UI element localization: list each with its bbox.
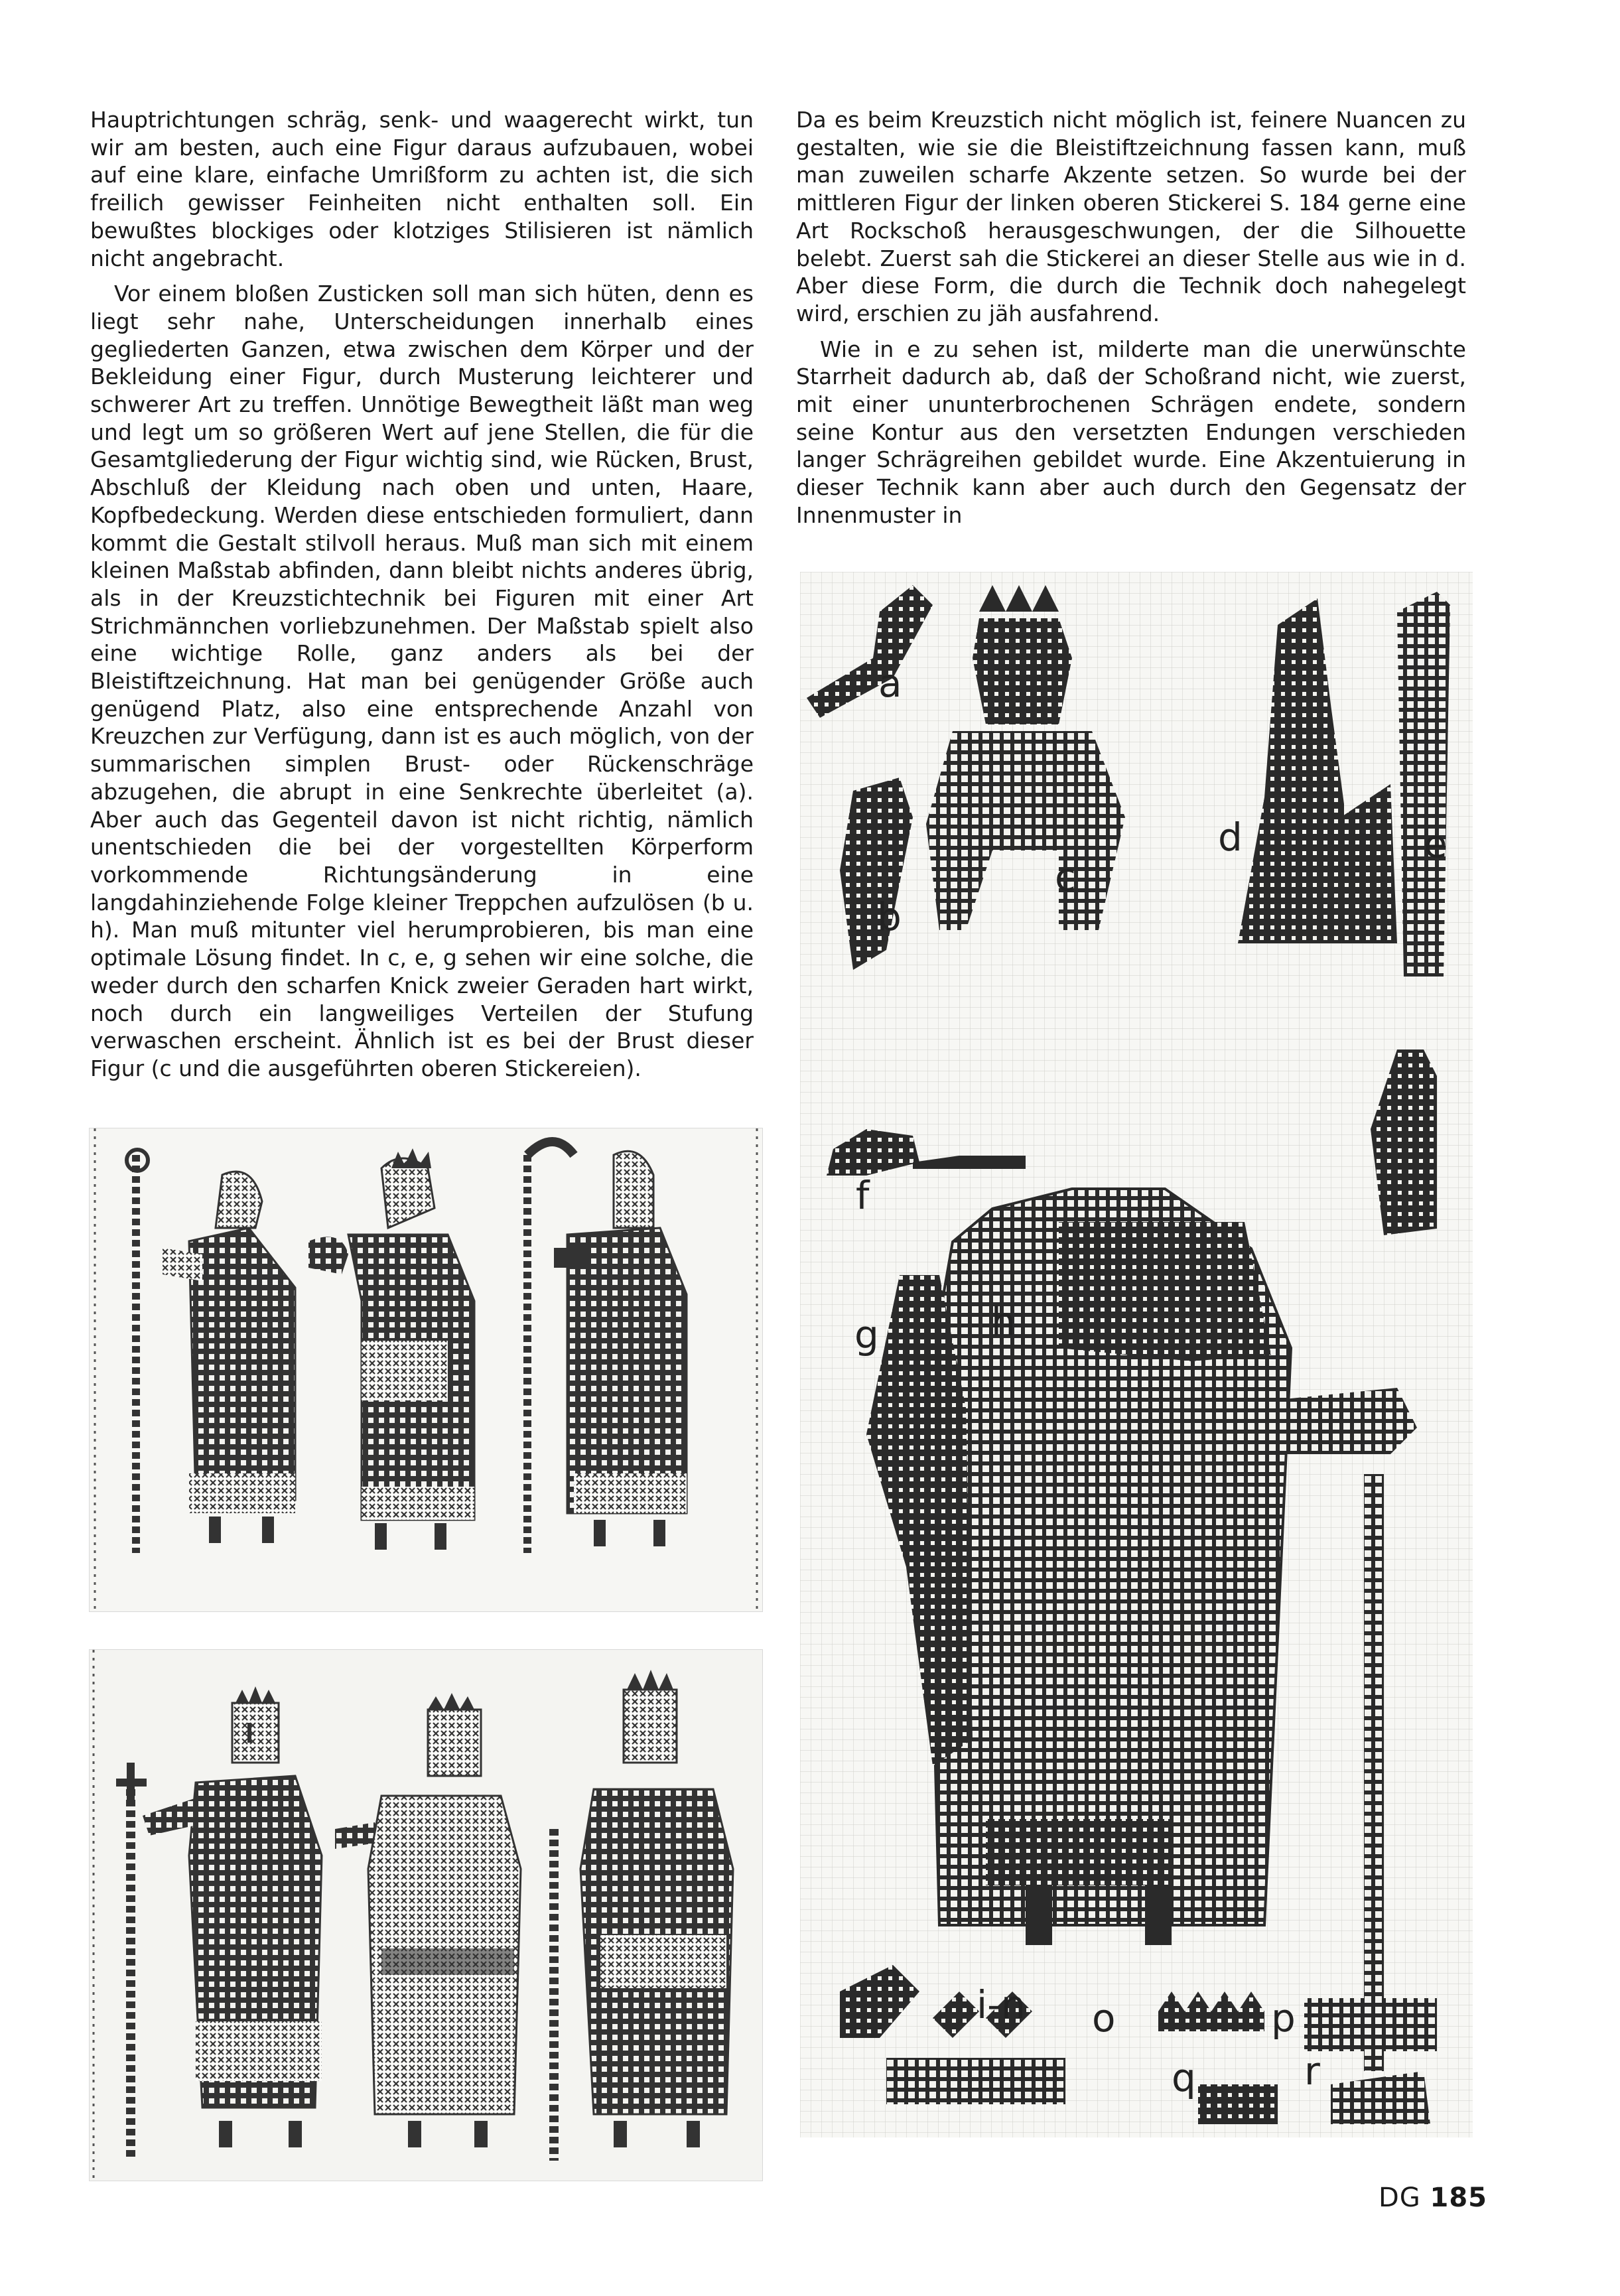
page-footer xyxy=(1379,2183,1487,2213)
chart-label-g: g xyxy=(854,1312,879,1357)
chart-label-q: q xyxy=(1172,2055,1196,2100)
paragraph: Hauptrichtungen schräg, senk- und waagerecht wirkt, tun wir am besten, auch eine Figur daraus aufzubauen, wobei auf eine klare, einfache Umrißform zu achten ist, die sich freilich gewisser Feinheiten nicht enthalten soll. Ein bewußtes blockiges oder klotziges Stilisieren ist nämlich nicht angebracht. xyxy=(90,107,754,271)
embroidery-photo-top xyxy=(89,1128,763,1612)
chart-label-c: c xyxy=(1055,854,1076,900)
embroidery-figures-top-image xyxy=(90,1128,762,1611)
page-number: 185 xyxy=(1430,2183,1488,2213)
paragraph: Vor einem bloßen Zusticken soll man sich hüten, denn es liegt sehr nahe, Unterscheidungen innerhalb eines gegliederten Ganzen, etwa zwischen dem Körper und der Bekleidung einer Figur, durch Musterung leichterer und schwerer Art zu treffen. Unnötige Bewegtheit läßt man weg und legt um so größeren Wert auf jene Stellen, die für die Gesamtgliederung der Figur wichtig sind, wie Rücken, Brust, Abschluß der Kleidung nach oben und unten, Haare, Kopfbedeckung. Werden diese entschieden formuliert, dann kommt die Gestalt stilvoll heraus. Muß man sich mit einem kleinen Maßstab abfinden, dann bleibt nichts anderes übrig, als in der Kreuzstichtechnik bei Figuren mit einer Art Strichmännchen vorliebzunehmen. Der Maßstab spielt also eine wichtige Rolle, ganz anders als bei der Bleistiftzeichnung. Hat man bei genügender Größe auch genügend Platz, also eine entsprechende Anzahl von Kreuzchen zur Verfügung, dann ist es auch möglich, von der summarischen simplen Brust- oder Rückenschräge abzugehen, die abrupt in eine Senkrechte überleitet (a). Aber auch das Gegenteil davon ist nicht richtig, nämlich unentschieden die bei der vorgestellten Körperform vorkommende Richtungsänderung in eine langdahinziehende Folge kleiner Treppchen aufzulösen (b u. h). Man muß mitunter viel herumprobieren, bis man eine optimale Lösung findet. In c, e, g sehen wir eine solche, die weder durch den scharfen Knick zweier Geraden hart wirkt, noch durch ein langweiliges Verteilen der Stufung verwaschen erscheint. Ähnlich ist es bei der Brust dieser Figur (c und die ausgeführten oberen Stickereien). xyxy=(90,281,754,1081)
chart-label-a: a xyxy=(878,661,902,706)
paragraph: Da es beim Kreuzstich nicht möglich ist, feinere Nuancen zu gestalten, wie sie die Bleistiftzeichnung fassen kann, muß man zuweilen scharfe Akzente setzen. So wurde bei der mittleren Figur der linken oberen Stickerei S. 184 gerne eine Art Rockschoß herausgeschwungen, der die Silhouette belebt. Zuerst sah die Stickerei an dieser Stelle aus wie in d. Aber diese Form, die durch die Technik doch nahegelegt wird, erschien zu jäh ausfahrend. xyxy=(796,107,1466,326)
chart-label-i-n: i-n xyxy=(977,1982,1026,2027)
embroidery-figures-bottom-image xyxy=(90,1650,762,2181)
chart-label-p: p xyxy=(1271,1995,1296,2041)
cross-stitch-chart-image xyxy=(800,572,1473,2137)
chart-label-r: r xyxy=(1304,2049,1320,2094)
embroidery-photo-bottom xyxy=(89,1649,763,2181)
left-text-column xyxy=(90,106,754,1091)
journal-abbreviation: DG xyxy=(1379,2183,1421,2213)
right-text-column xyxy=(796,106,1466,537)
chart-label-o: o xyxy=(1092,1995,1116,2041)
cross-stitch-chart xyxy=(800,572,1473,2137)
chart-label-f: f xyxy=(856,1173,870,1218)
chart-label-b: b xyxy=(877,894,902,939)
paragraph: Wie in e zu sehen ist, milderte man die unerwünschte Starrheit dadurch ab, daß der Schoßrand nicht, wie zuerst, mit einer ununterbrochenen Schrägen endete, sondern seine Kontur aus den versetzten Endungen verschieden langer Schrägreihen gebildet wurde. Eine Akzentuierung in dieser Technik kann aber auch durch den Gegensatz der Innenmuster in xyxy=(796,336,1466,528)
chart-label-h: h xyxy=(991,1299,1016,1344)
chart-label-e: e xyxy=(1424,821,1448,866)
chart-label-d: d xyxy=(1218,815,1243,860)
